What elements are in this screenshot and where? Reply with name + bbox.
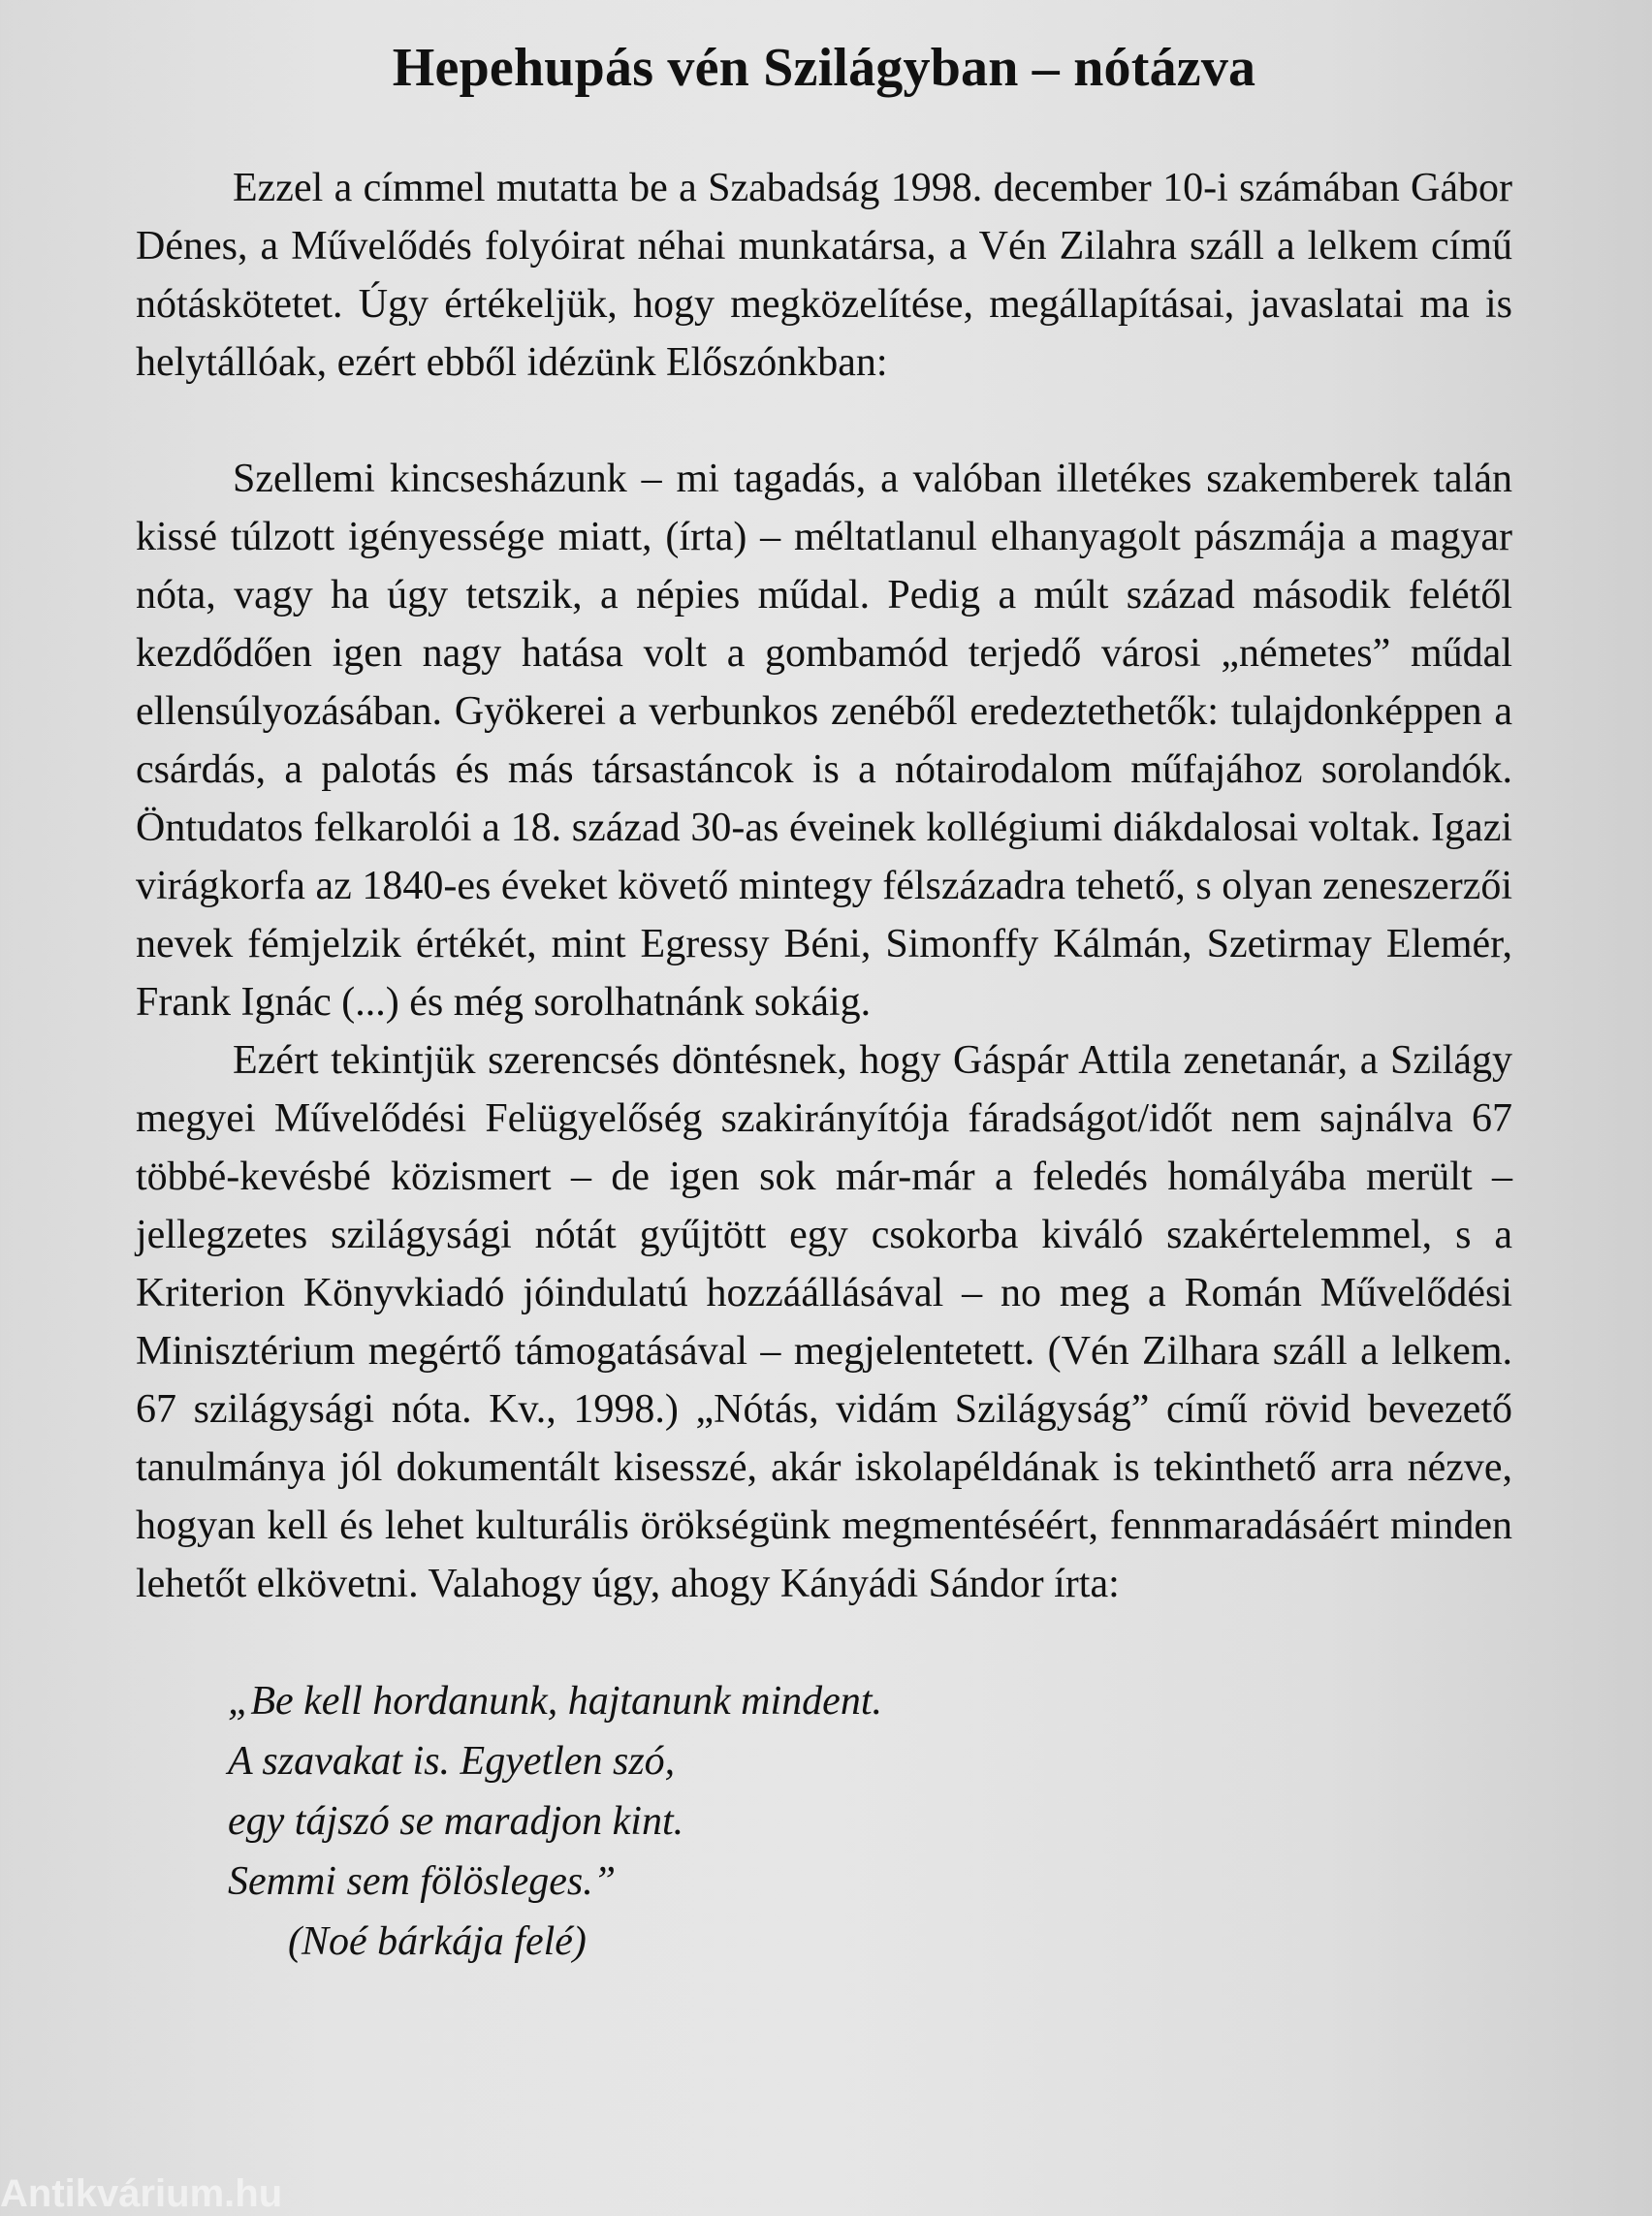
quote-paragraph: Szellemi kincsesházunk – mi tagadás, a valóban illetékes szakemberek talán kissé túlzott igényessége miatt, (írta) – méltatlanul elhanyagolt pászmája a magyar nóta, vagy ha úgy tetszik, a népies műdal. Pedig a múlt század második felétől kezdődően igen nagy hatása volt a gombamód terjedő városi „németes” műdal ellensúlyozásában. Gyökerei a verbunkos zenéből eredeztethetők: tulajdonképpen a csárdás, a palotás és más társastáncok is a nótairodalom műfajához sorolandók. Öntudatos felkarolói a 18. század 30-as éveinek kollégiumi diákdalosai voltak. Igazi virágkorfa az 1840-es éveket követő mintegy félszázadra tehető, s olyan zeneszerzői nevek fémjelzik értékét, mint Egressy Béni, Simonffy Kálmán, Szetirmay Elemér, Frank Ignác (...) és még sorolhatnánk sokáig. — [136, 456, 1512, 1025]
poem-line: Semmi sem fölösleges.” — [228, 1858, 617, 1904]
poem-line: „Be kell hordanunk, hajtanunk mindent. — [228, 1678, 882, 1724]
intro-paragraph: Ezzel a címmel mutatta be a Szabadság 1998. december 10-i számában Gábor Dénes, a Művelődés folyóirat néhai munkatársa, a Vén Zilahra száll a lelkem című nótáskötetet. Úgy értékeljük, hogy megközelítése, megállapításai, javaslatai ma is helytállóak, ezért ebből idézünk Előszónkban: — [136, 165, 1512, 385]
page-title: Hepehupás vén Szilágyban – nótázva — [392, 38, 1256, 98]
poem-line: egy tájszó se maradjon kint. — [228, 1798, 684, 1844]
poem-quote — [228, 1671, 1512, 1972]
body-paragraph: Ezért tekintjük szerencsés döntésnek, hogy Gáspár Attila zenetanár, a Szilágy megyei Művelődési Felügyelőség szakirányítója fáradságot/időt nem sajnálva 67 többé-kevésbé közismert – de igen sok már-már a feledés homályába merült – jellegzetes szilágysági nótát gyűjtött egy csokorba kiváló szakértelemmel, s a Kriterion Könyvkiadó jóindulatú hozzáállásával – no meg a Román Művelődési Minisztérium megértő támogatásával – megjelentetett. (Vén Zilhara száll a lelkem. 67 szilágysági nóta. Kv., 1998.) „Nótás, vidám Szilágyság” című rövid bevezető tanulmánya jól dokumentált kisesszé, akár iskolapéldának is tekinthető arra nézve, hogyan kell és lehet kulturális örökségünk megmentéséért, fennmaradásáért minden lehetőt elkövetni. Valahogy úgy, ahogy Kányádi Sándor írta: — [136, 1037, 1512, 1606]
page — [136, 39, 1512, 1972]
poem-source: (Noé bárkája felé) — [288, 1918, 587, 1964]
poem-line: A szavakat is. Egyetlen szó, — [228, 1738, 676, 1784]
watermark: Antikvárium.hu — [0, 2172, 283, 2215]
